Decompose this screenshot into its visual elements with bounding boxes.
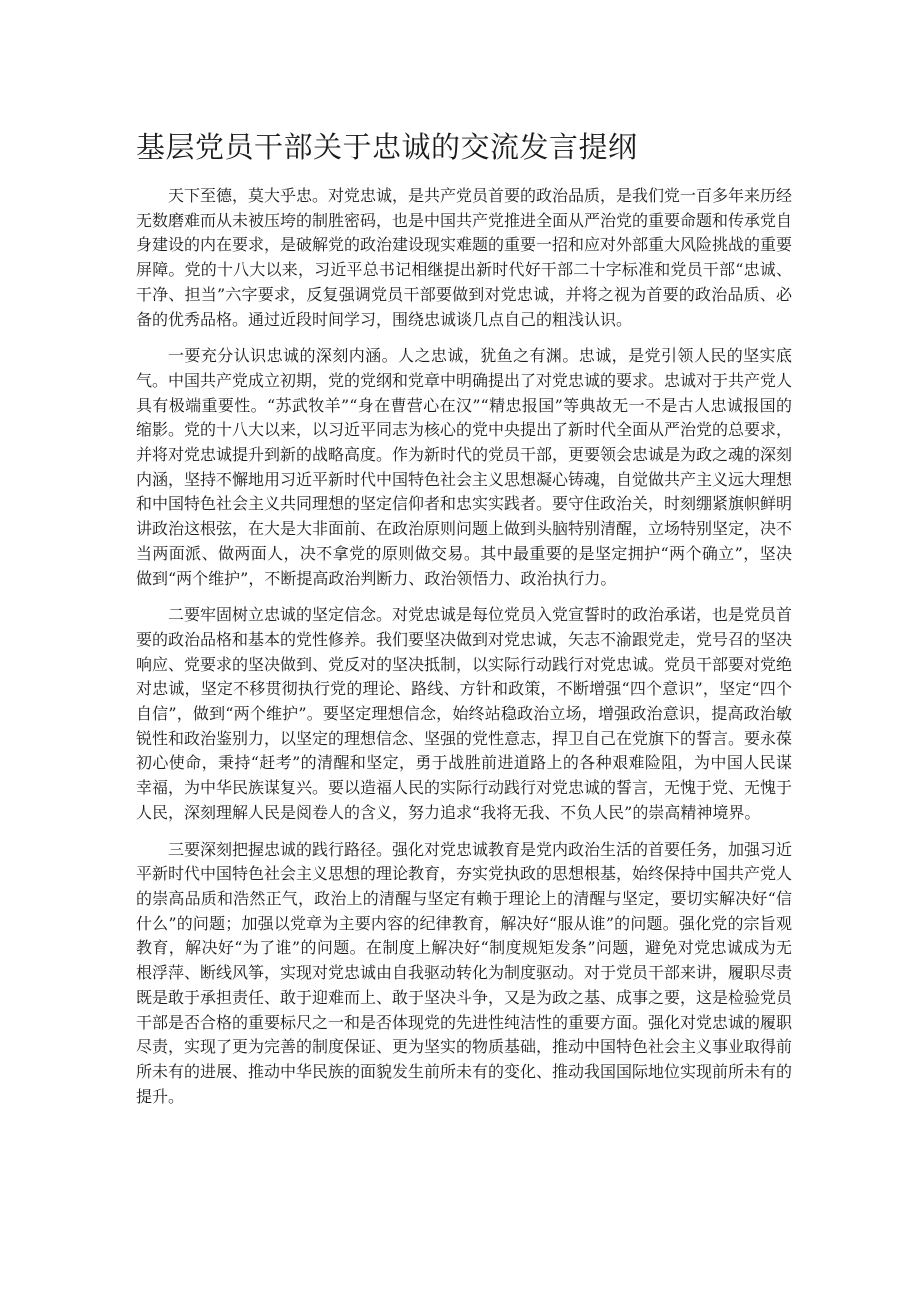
paragraph-point-one: 一要充分认识忠诚的深刻内涵。人之忠诚，犹鱼之有渊。忠诚，是党引领人民的坚实底气。中国共产党成立初期，党的党纲和党章中明确提出了对党忠诚的要求。忠诚对于共产党人具有极端重要性。“苏武牧羊”“身在曹营心在汉”“精忠报国”等典故无一不是古人忠诚报国的缩影。党的十八大以来，以习近平同志为核心的党中央提出了新时代全面从严治党的总要求，并将对党忠诚提升到新的战略高度。作为新时代的党员干部，更要领会忠诚是为政之魂的深刻内涵，坚持不懈地用习近平新时代中国特色社会主义思想凝心铸魂，自觉做共产主义远大理想和中国特色社会主义共同理想的坚定信仰者和忠实实践者。要守住政治关，时刻绷紧旗帜鲜明讲政治这根弦，在大是大非面前、在政治原则问题上做到头脑特别清醒，立场特别坚定，决不当两面派、做两面人，决不拿党的原则做交易。其中最重要的是坚定拥护“两个确立”，坚决做到“两个维护”，不断提高政治判断力、政治领悟力、政治执行力。 — [136, 346, 793, 588]
document-title: 基层党员干部关于忠诚的交流发言提纲 — [136, 130, 638, 164]
paragraph-point-three: 三要深刻把握忠诚的践行路径。强化对党忠诚教育是党内政治生活的首要任务，加强习近平新时代中国特色社会主义思想的理论教育，夯实党执政的思想根基，始终保持中国共产党人的崇高品质和浩然正气，政治上的清醒与坚定有赖于理论上的清醒与坚定，要切实解决好“信什么”的问题；加强以党章为主要内容的纪律教育，解决好“服从谁”的问题。强化党的宗旨观教育，解决好“为了谁”的问题。在制度上解决好“制度规矩发条”问题，避免对党忠诚成为无根浮萍、断线风筝，实现对党忠诚由自我驱动转化为制度驱动。对于党员干部来讲，履职尽责既是敢于承担责任、敢于迎难而上、敢于坚决斗争，又是为政之基、成事之要，这是检验党员干部是否合格的重要标尺之一和是否体现党的先进性纯洁性的重要方面。强化对党忠诚的履职尽责，实现了更为完善的制度保证、更为坚实的物质基础，推动中国特色社会主义事业取得前所未有的进展、推动中华民族的面貌发生前所未有的变化、推动我国国际地位实现前所未有的提升。 — [136, 839, 793, 1106]
document-body — [136, 184, 792, 1121]
paragraph-intro: 天下至德，莫大乎忠。对党忠诚，是共产党员首要的政治品质，是我们党一百多年来历经无数磨难而从未被压垮的制胜密码，也是中国共产党推进全面从严治党的重要命题和传承党自身建设的内在要求，是破解党的政治建设现实难题的重要一招和应对外部重大风险挑战的重要屏障。党的十八大以来，习近平总书记相继提出新时代好干部二十字标准和党员干部“忠诚、干净、担当”六字要求，反复强调党员干部要做到对党忠诚，并将之视为首要的政治品质、必备的优秀品格。通过近段时间学习，围绕忠诚谈几点自己的粗浅认识。 — [136, 186, 793, 329]
paragraph-point-two: 二要牢固树立忠诚的坚定信念。对党忠诚是每位党员入党宣誓时的政治承诺，也是党员首要的政治品格和基本的党性修养。我们要坚决做到对党忠诚，矢志不渝跟党走，党号召的坚决响应、党要求的坚决做到、党反对的坚决抵制，以实际行动践行对党忠诚。党员干部要对党绝对忠诚，坚定不移贯彻执行党的理论、路线、方针和政策，不断增强“四个意识”，坚定“四个自信”，做到“两个维护”。要坚定理想信念，始终站稳政治立场，增强政治意识，提高政治敏锐性和政治鉴别力，以坚定的理想信念、坚强的党性意志，捍卫自己在党旗下的誓言。要永葆初心使命，秉持“赶考”的清醒和坚定，勇于战胜前进道路上的各种艰难险阻，为中国人民谋幸福，为中华民族谋复兴。要以造福人民的实际行动践行对党忠诚的誓言，无愧于党、无愧于人民，深刻理解人民是阅卷人的含义，努力追求“我将无我、不负人民”的崇高精神境界。 — [136, 605, 793, 822]
